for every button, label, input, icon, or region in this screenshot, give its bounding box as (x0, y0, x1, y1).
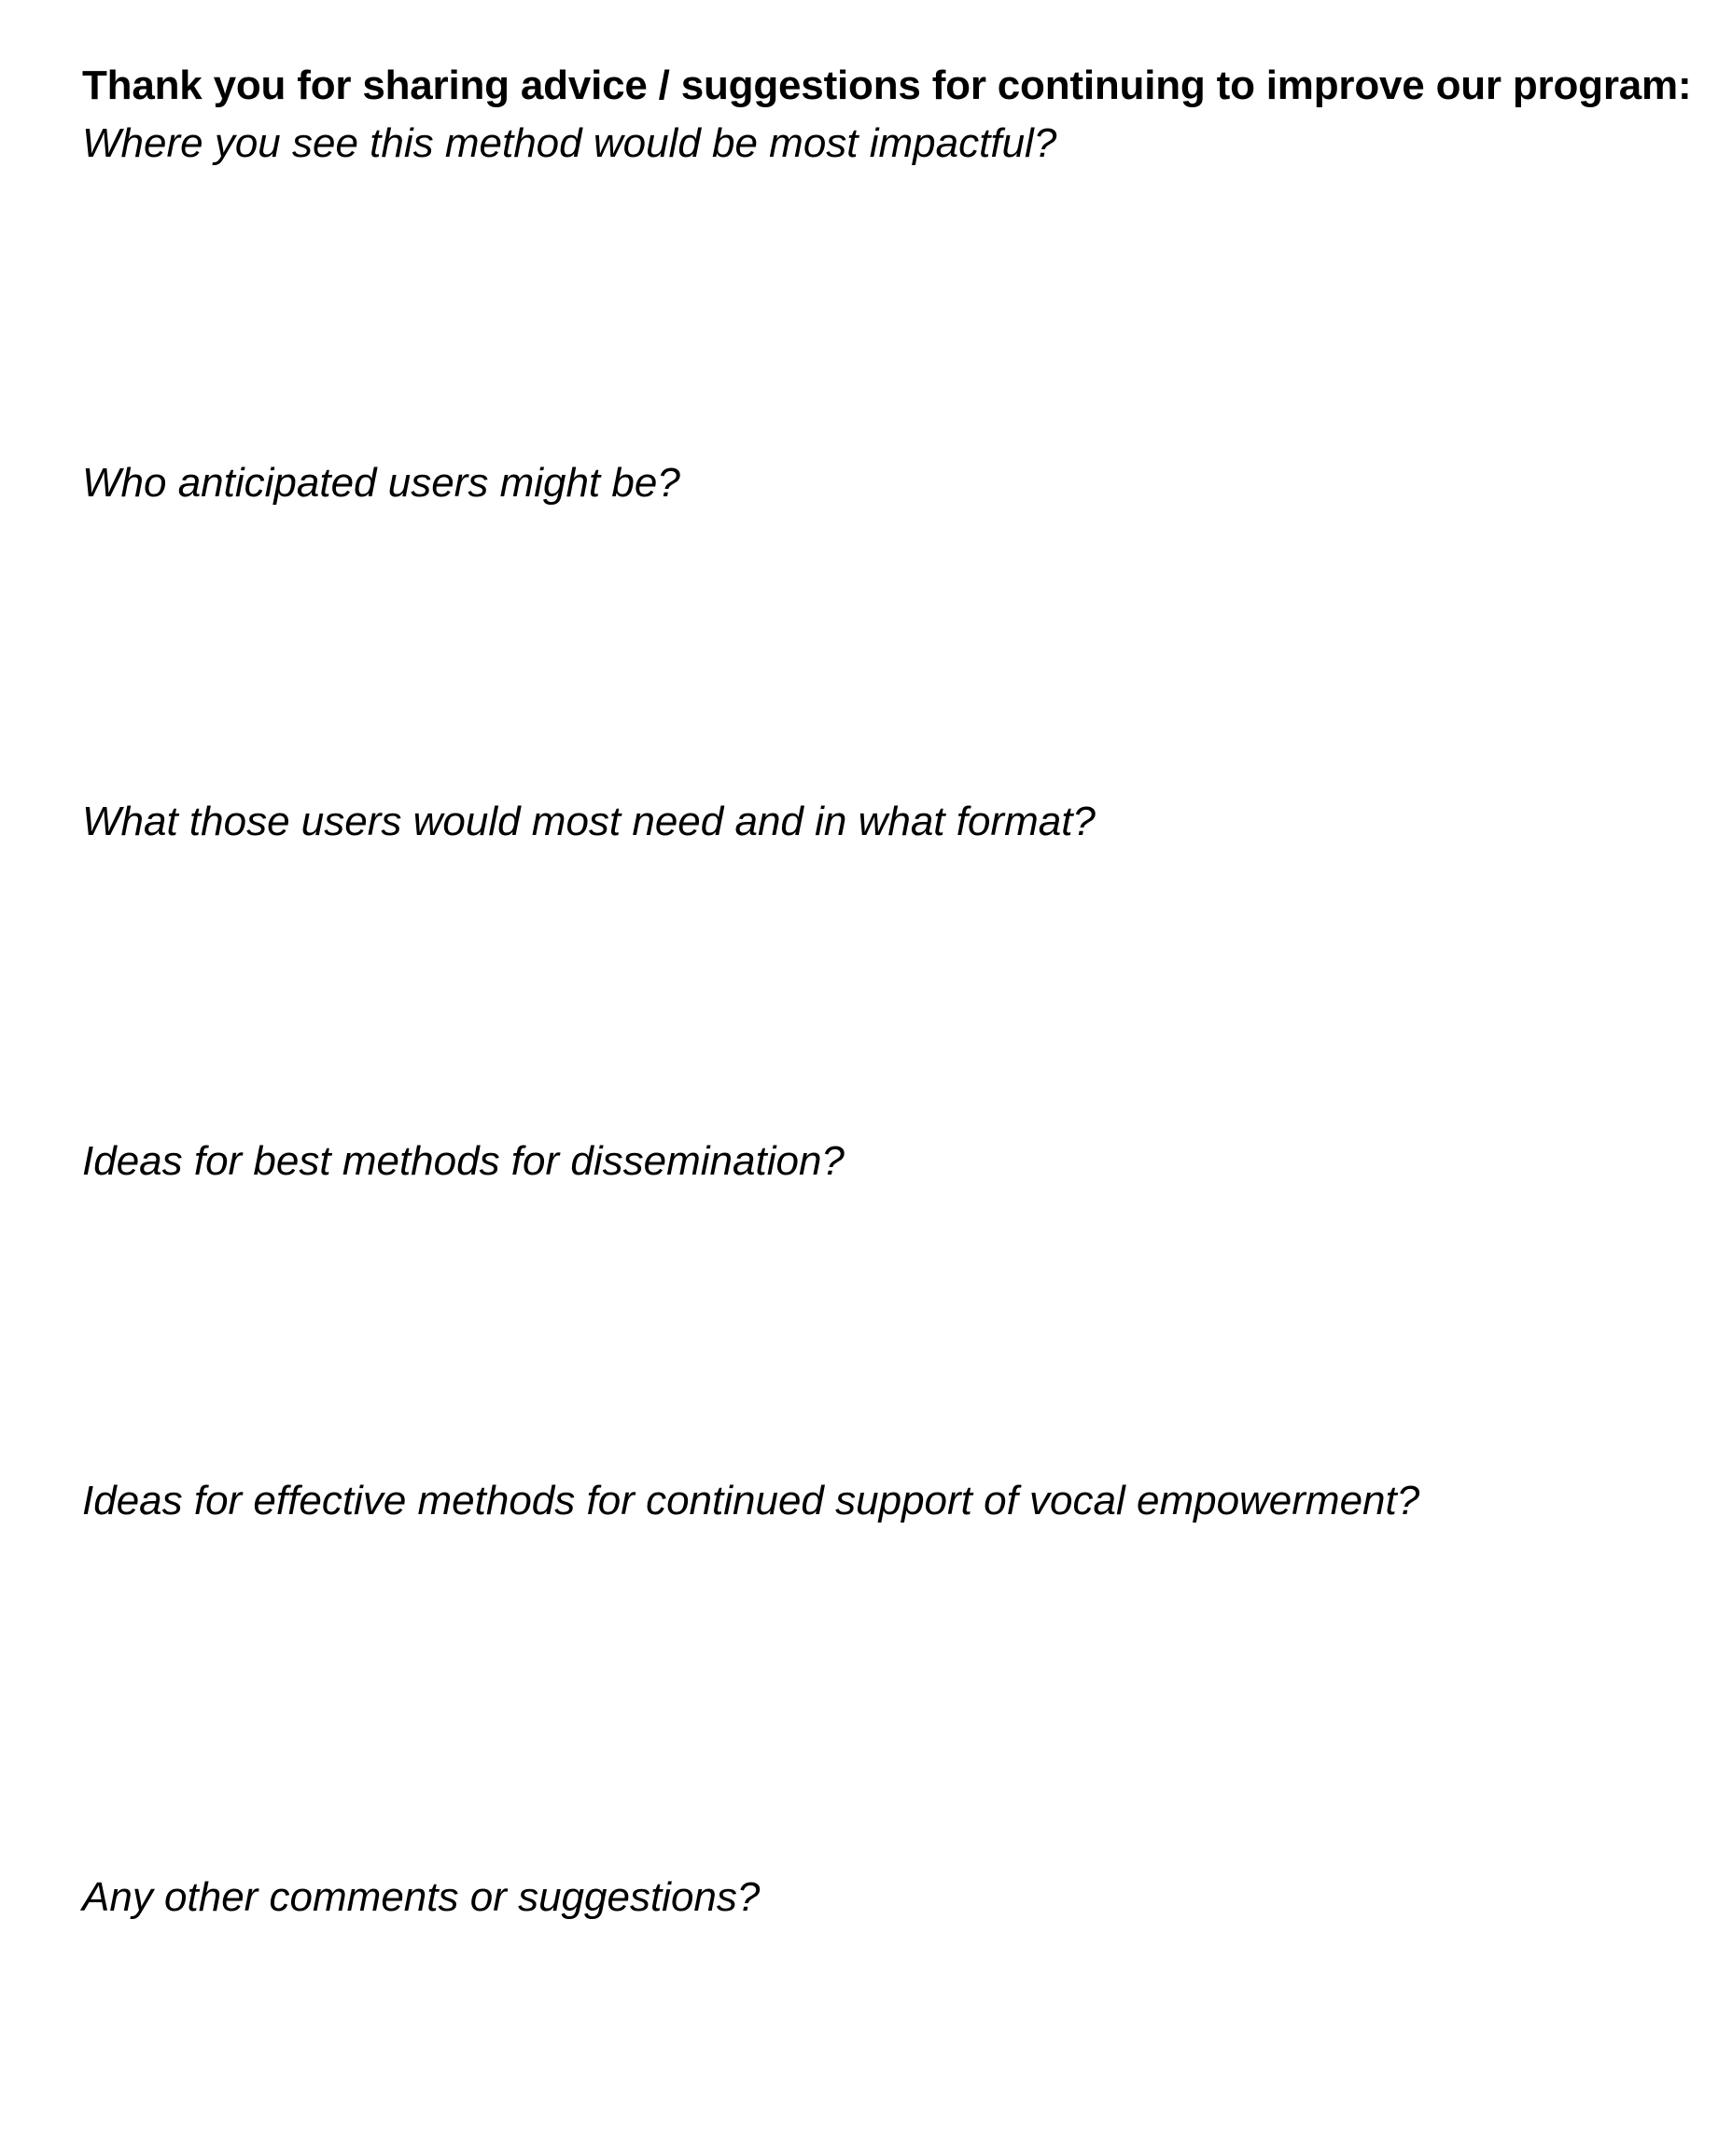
answer-area-user-needs-format (82, 855, 1650, 1126)
question-vocal-empowerment: Ideas for effective methods for continued support of vocal empowerment? (82, 1478, 1420, 1523)
form-title: Thank you for sharing advice / suggestions for continuing to improve our program: (82, 63, 1692, 108)
question-user-needs-format: What those users would most need and in what format? (82, 799, 1096, 844)
answer-area-other-comments (82, 1931, 1650, 2136)
answer-area-impactful (82, 177, 1650, 448)
question-anticipated-users: Who anticipated users might be? (82, 460, 680, 506)
answer-area-anticipated-users (82, 517, 1650, 787)
answer-area-dissemination (82, 1195, 1650, 1466)
answer-area-vocal-empowerment (82, 1535, 1650, 1861)
question-dissemination: Ideas for best methods for dissemination? (82, 1138, 845, 1184)
question-impactful: Where you see this method would be most impactful? (82, 120, 1057, 166)
question-other-comments: Any other comments or suggestions? (82, 1874, 761, 1920)
